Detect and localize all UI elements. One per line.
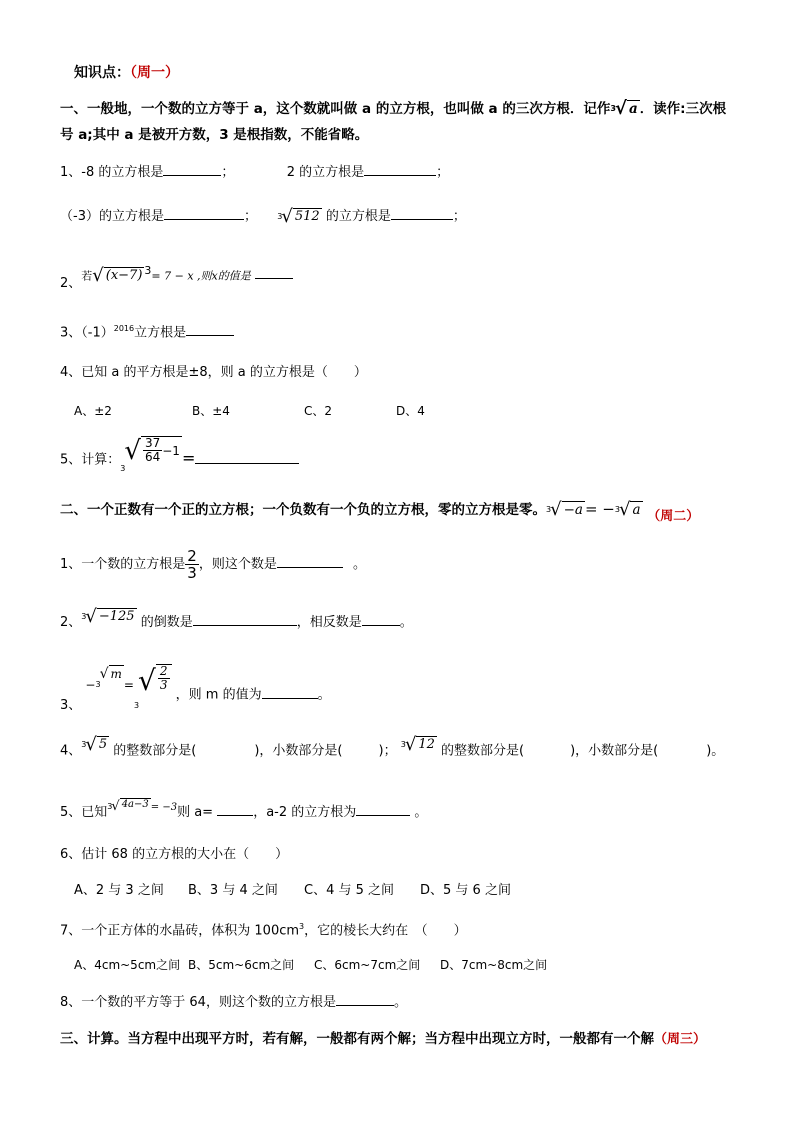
- q-num: 1、: [60, 557, 82, 572]
- answer-blank[interactable]: [164, 206, 244, 220]
- section1-line1: [60, 100, 726, 118]
- q-num: 2、: [60, 276, 82, 292]
- fraction: $\frac{2}{3}$: [187, 547, 197, 582]
- q-text: 一个数的平方等于 64，则这个数的立方根是: [81, 995, 336, 1010]
- q-text: ，相反数是: [296, 615, 362, 630]
- q-num: 7、: [60, 923, 82, 939]
- cube-root-512: 3 √ 512: [277, 205, 320, 227]
- cube-root-a2: 3 √ a: [614, 499, 641, 520]
- answer-blank[interactable]: [336, 992, 394, 1006]
- q-text: 估计 68 的立方根的大小在（ ）: [81, 847, 289, 862]
- cube-root-4a-3: 3 √ 4a−3 = −3: [107, 799, 178, 814]
- q-text: 的整数部分是(: [441, 743, 525, 759]
- q-text: -8 的立方根是: [81, 165, 164, 180]
- q-text: ，a-2 的立方根为: [253, 805, 357, 820]
- option-c[interactable]: C、4 与 5 之间: [304, 883, 395, 898]
- cube-root-5: 3 √ 5: [81, 734, 108, 755]
- q-text: )。: [706, 743, 725, 759]
- cube-root-neg125: 3 √ −125: [81, 605, 135, 627]
- answer-blank[interactable]: [356, 802, 410, 816]
- s2-question-2: [60, 605, 413, 632]
- s2-question-6-options: [74, 882, 511, 900]
- s2-question-7-options: [74, 956, 547, 974]
- q-end: 。: [353, 557, 367, 572]
- s2q3-lhs: − 3 √ m =: [85, 666, 134, 692]
- section1-tail: ．读作:三次根: [639, 101, 727, 117]
- q-end: ；: [452, 209, 466, 224]
- answer-blank[interactable]: [262, 685, 318, 699]
- s2-question-5: [60, 799, 428, 823]
- q-text: 的倒数是: [140, 615, 193, 630]
- question-2: [60, 262, 293, 292]
- s2-question-1: [60, 548, 366, 581]
- option-a[interactable]: A、2 与 3 之间: [74, 883, 164, 898]
- answer-blank[interactable]: [193, 612, 297, 626]
- sqrt-expression: √ (x−7): [92, 264, 143, 286]
- section3-header: [60, 1030, 706, 1049]
- answer-blank[interactable]: [163, 162, 221, 176]
- option-c[interactable]: C、2: [304, 404, 333, 418]
- q-end: 。: [399, 615, 413, 630]
- q-num: 5、: [60, 805, 82, 820]
- option-b[interactable]: B、3 与 4 之间: [188, 883, 278, 898]
- q-text: ，则这个数是: [198, 557, 277, 572]
- q-num: 8、: [60, 995, 82, 1010]
- question-3: [60, 320, 234, 342]
- q-num: 3、: [60, 325, 82, 341]
- q-num: 3、: [60, 697, 82, 713]
- q-num: 4、: [60, 365, 82, 380]
- q-text: 一个正方体的水晶砖，体积为 100cm: [81, 923, 300, 939]
- s2-question-6: [60, 846, 288, 864]
- q-text: ，则 m 的值为: [175, 687, 262, 703]
- superscript: 3: [299, 922, 305, 931]
- option-c[interactable]: C、6cm~7cm之间: [314, 958, 421, 972]
- q-end: 。: [414, 805, 428, 820]
- q-num: 6、: [60, 847, 82, 862]
- answer-blank[interactable]: [391, 206, 453, 220]
- q-num: 1、: [60, 165, 82, 180]
- equals: =: [181, 448, 196, 468]
- option-d[interactable]: D、4: [396, 404, 425, 418]
- option-a[interactable]: A、±2: [74, 404, 112, 418]
- q-num: 4、: [60, 743, 82, 759]
- knowledge-header: [74, 64, 179, 82]
- q-sep: ；: [221, 165, 235, 180]
- answer-blank[interactable]: [277, 554, 343, 568]
- cube-root-12: 3 √ 12: [400, 734, 435, 755]
- s2-question-8: [60, 992, 407, 1012]
- q-text: 一个数的立方根是: [81, 557, 186, 572]
- q-text: )；: [378, 743, 397, 759]
- section3-text: 三、计算。当方程中出现平方时，若有解，一般都有两个解；当方程中出现立方时，一般都有一个解: [60, 1031, 654, 1047]
- cube-root-a: 3 √ a: [610, 98, 638, 119]
- answer-blank[interactable]: [362, 612, 400, 626]
- question-4: [60, 364, 367, 382]
- q-text: = 7 − x ,则x的值是: [151, 269, 251, 283]
- q-num: 2、: [60, 615, 82, 630]
- q-end: 。: [317, 687, 331, 703]
- question-5: [60, 436, 299, 484]
- option-d[interactable]: D、5 与 6 之间: [420, 883, 511, 898]
- q-text: 立方根是: [134, 325, 187, 341]
- answer-blank[interactable]: [364, 162, 436, 176]
- q-num: 5、: [60, 452, 82, 468]
- s2-question-4: [60, 734, 725, 761]
- section1-line2: 号 a;其中 a 是被开方数，3 是根指数，不能省略。: [60, 127, 369, 143]
- q-text: 2 的立方根是: [286, 165, 365, 180]
- q-text: )，小数部分是(: [570, 743, 659, 759]
- q-text: ，它的棱长大约在 （ ）: [304, 923, 467, 939]
- q-text: 已知: [81, 805, 108, 820]
- answer-blank[interactable]: [195, 450, 299, 464]
- q-text: 已知 a 的平方根是±8，则 a 的立方根是（ ）: [81, 365, 367, 380]
- exponent: 2016: [113, 324, 135, 333]
- header-label: 知识点：: [74, 65, 130, 81]
- q-text: )，小数部分是(: [254, 743, 343, 759]
- cube-root-fraction: 3 √ $\frac{37}{64}$ −1: [120, 436, 180, 473]
- question-4-options: [74, 402, 425, 420]
- q-text: 的整数部分是(: [113, 743, 197, 759]
- section1-text: 一、一般地，一个数的立方等于 a，这个数就叫做 a 的立方根，也叫做 a 的三次方根．记作: [60, 101, 611, 117]
- question-1: [60, 162, 449, 182]
- section3-day: （周三）: [654, 1032, 707, 1047]
- section2-text: 二、一个正数有一个正的立方根；一个负数有一个负的立方根，零的立方根是零。: [60, 502, 546, 518]
- exponent: 3: [144, 264, 152, 277]
- formula-eq: = −: [584, 500, 615, 518]
- q-text: 的立方根是: [325, 209, 391, 224]
- answer-blank[interactable]: [255, 265, 293, 279]
- cube-root-2-3: 3 √ $\frac{2}{3}$: [134, 664, 172, 726]
- q-text: （-1）: [81, 325, 114, 341]
- answer-blank[interactable]: [186, 322, 234, 336]
- option-d[interactable]: D、7cm~8cm之间: [440, 958, 548, 972]
- q-text: 若: [81, 269, 93, 283]
- q-end: ；: [436, 165, 450, 180]
- header-day: （周一）: [130, 65, 179, 81]
- q-sep: ；: [243, 209, 257, 224]
- q-end: 。: [393, 995, 407, 1010]
- s2-question-7: [60, 918, 467, 940]
- option-a[interactable]: A、4cm~5cm之间: [74, 958, 181, 972]
- option-b[interactable]: B、5cm~6cm之间: [188, 958, 295, 972]
- answer-blank[interactable]: [217, 802, 253, 816]
- q-text: 计算：: [81, 452, 121, 468]
- s2-question-3: [60, 664, 331, 726]
- q-text: 则 a=: [177, 805, 214, 820]
- section2-header: [60, 499, 700, 524]
- q-text: （-3）的立方根是: [60, 209, 164, 224]
- option-b[interactable]: B、±4: [192, 404, 230, 418]
- question-1b: [60, 206, 466, 226]
- cube-root-neg-a: 3 √ −a: [546, 499, 583, 520]
- section2-day: （周二）: [647, 509, 700, 524]
